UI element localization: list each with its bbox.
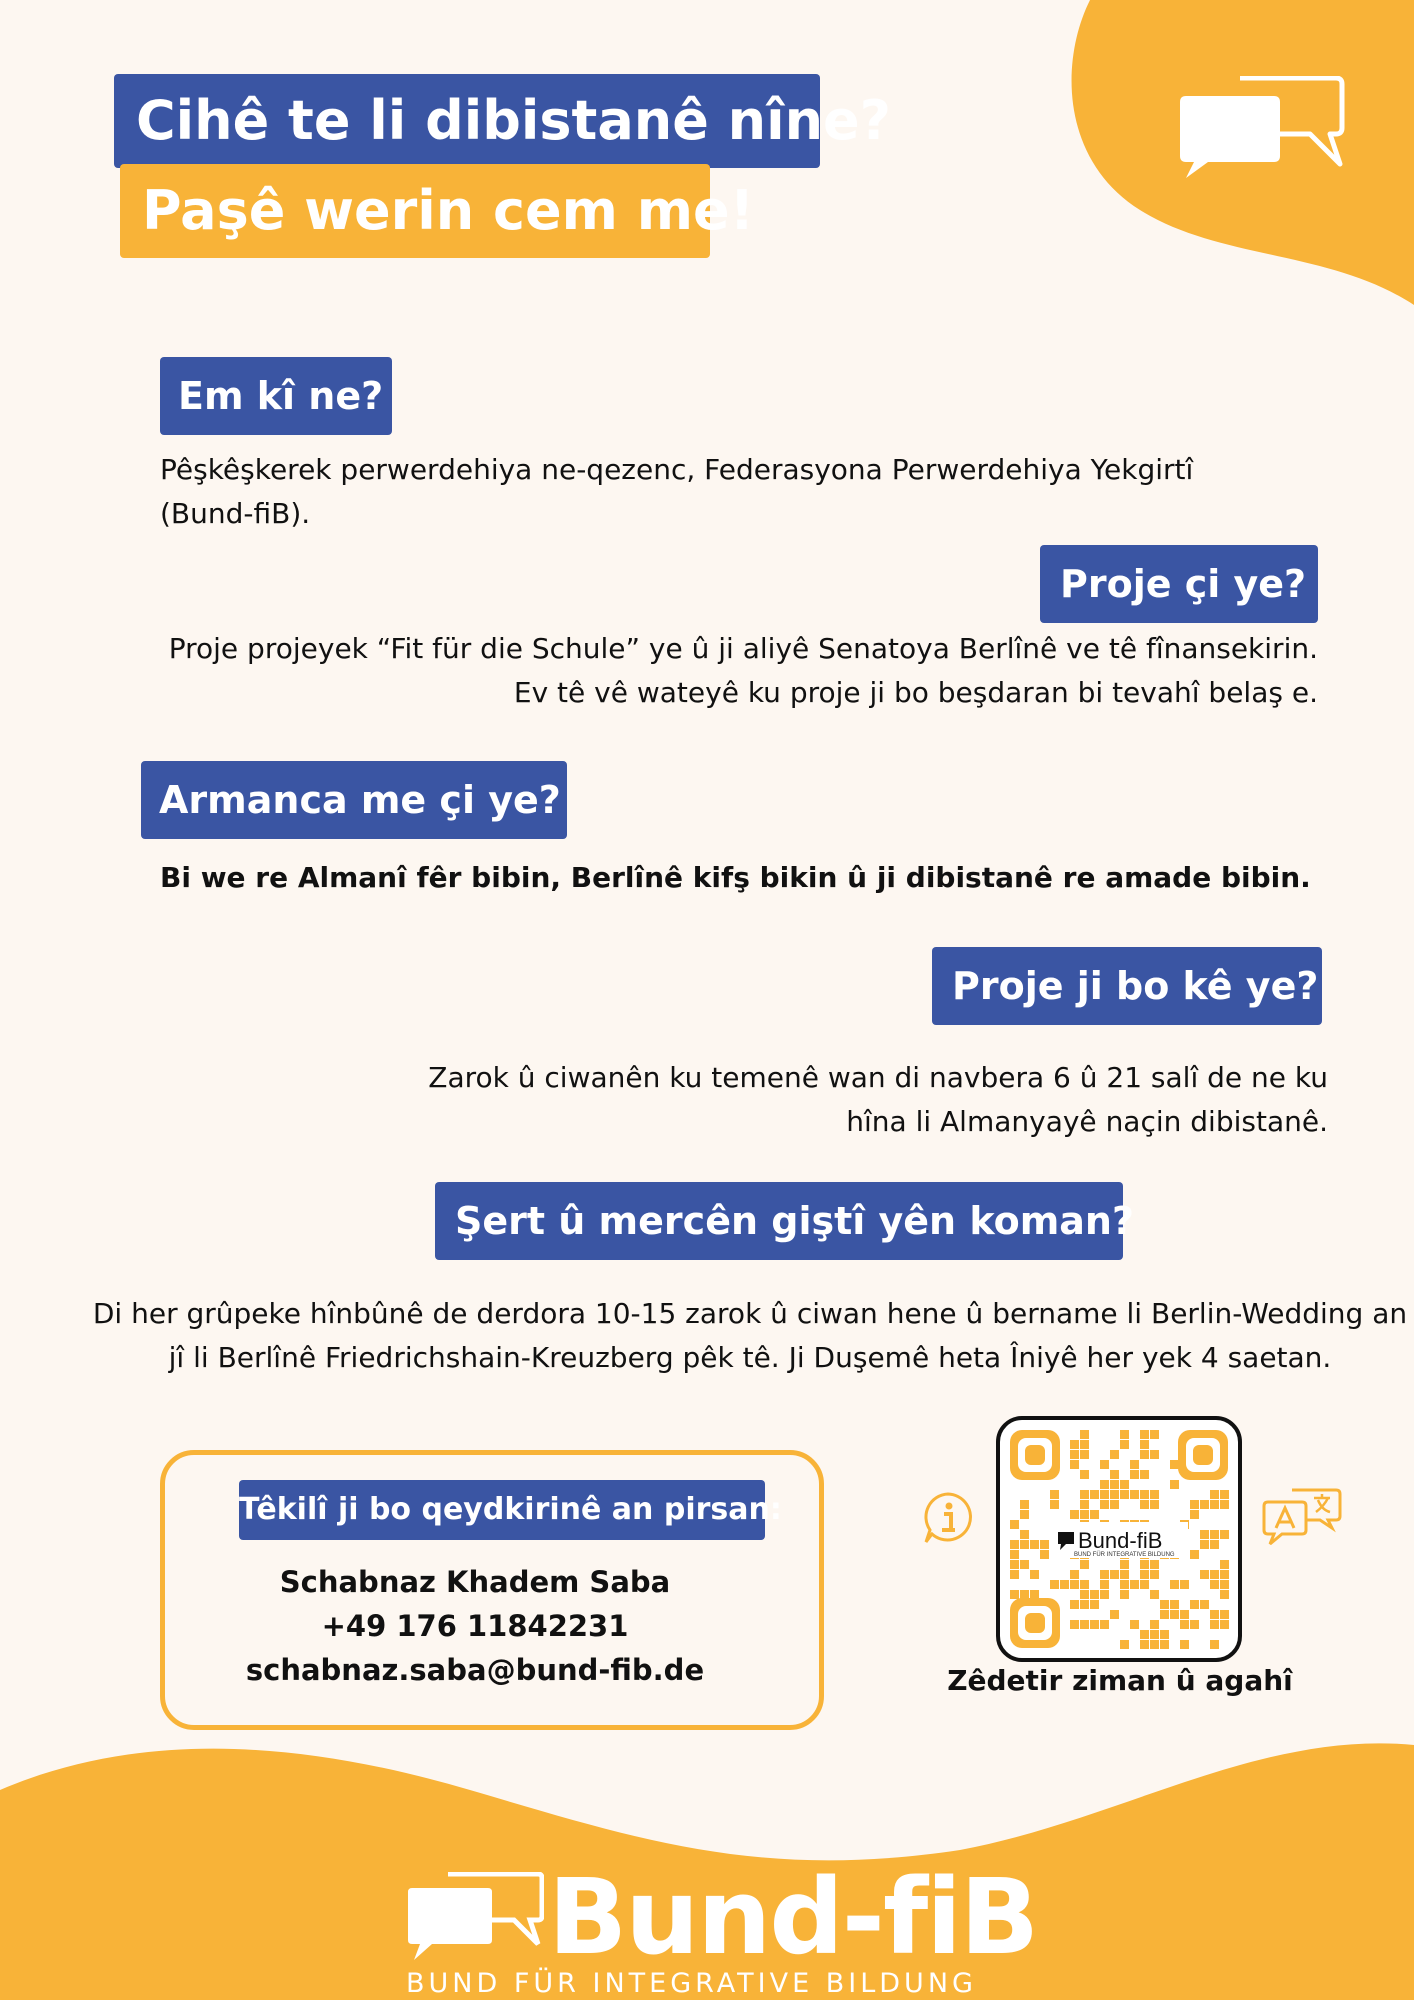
qr-module <box>1120 1490 1129 1499</box>
qr-module <box>1110 1480 1119 1489</box>
qr-module <box>1220 1530 1229 1539</box>
qr-module <box>1180 1610 1189 1619</box>
body-project: Proje projeyek “Fit für die Schule” ye û ji aliyê Senatoya Berlînê ve tê fînansekirin. Ev tê vê wateyê ku proje ji bo beşdaran bi tevahî belaş e. <box>168 632 1318 709</box>
qr-module <box>1130 1470 1139 1479</box>
qr-module <box>1140 1470 1149 1479</box>
qr-module <box>1200 1600 1209 1609</box>
qr-module <box>1210 1620 1219 1629</box>
contact-card <box>160 1450 824 1730</box>
qr-module <box>1100 1500 1109 1509</box>
qr-module <box>1080 1430 1089 1439</box>
qr-module <box>1010 1560 1019 1569</box>
qr-module <box>1120 1480 1129 1489</box>
qr-module <box>1110 1610 1119 1619</box>
qr-module <box>1070 1450 1079 1459</box>
qr-module <box>1010 1540 1019 1549</box>
qr-module <box>1080 1500 1089 1509</box>
qr-module <box>1220 1500 1229 1509</box>
qr-module <box>1110 1450 1119 1459</box>
qr-module <box>1120 1640 1129 1649</box>
qr-module <box>1140 1430 1149 1439</box>
speech-bubbles-icon <box>1176 76 1346 180</box>
qr-module <box>1120 1430 1129 1439</box>
heading-goal <box>141 761 567 839</box>
qr-module <box>1020 1560 1029 1569</box>
headline-question-text: Cihê te li dibistanê nîne? <box>136 89 891 152</box>
info-icon <box>920 1490 976 1546</box>
qr-module <box>1080 1560 1089 1569</box>
qr-logo-text: Bund-fiB <box>1078 1528 1163 1553</box>
qr-module <box>1210 1500 1219 1509</box>
qr-module <box>1100 1580 1109 1589</box>
qr-module <box>1090 1620 1099 1629</box>
qr-module <box>1070 1570 1079 1579</box>
qr-module <box>1220 1620 1229 1629</box>
qr-module <box>1140 1640 1149 1649</box>
qr-module <box>1010 1520 1019 1529</box>
qr-module <box>1210 1570 1219 1579</box>
qr-caption: Zêdetir ziman û agahî <box>947 1664 1293 1697</box>
footer-brand: Bund-fiB <box>548 1856 1038 1978</box>
qr-module <box>1150 1590 1159 1599</box>
qr-module <box>1220 1490 1229 1499</box>
qr-module <box>1090 1510 1099 1519</box>
body-goal: Bi we re Almanî fêr bibin, Berlînê kifş bikin û ji dibistanê re amade bibin. <box>160 861 1311 894</box>
qr-module <box>1030 1570 1039 1579</box>
qr-module <box>1210 1530 1219 1539</box>
headline-question <box>114 74 891 168</box>
qr-module <box>1220 1560 1229 1569</box>
qr-module <box>1170 1460 1179 1469</box>
qr-module <box>1180 1620 1189 1629</box>
qr-module <box>1100 1570 1109 1579</box>
qr-module <box>1190 1510 1199 1519</box>
qr-module <box>1130 1620 1139 1629</box>
qr-module <box>1140 1560 1149 1569</box>
qr-module <box>1170 1480 1179 1489</box>
heading-goal-text: Armanca me çi ye? <box>159 778 561 822</box>
qr-module <box>1180 1640 1189 1649</box>
footer-tagline: BUND FÜR INTEGRATIVE BILDUNG <box>406 1968 977 1999</box>
qr-module <box>1130 1580 1139 1589</box>
qr-module <box>1090 1600 1099 1609</box>
qr-module <box>1080 1490 1089 1499</box>
qr-module <box>1100 1460 1109 1469</box>
qr-module <box>1080 1580 1089 1589</box>
qr-module <box>1110 1500 1119 1509</box>
qr-module <box>1080 1450 1089 1459</box>
contact-phone[interactable]: +49 176 11842231 <box>321 1609 629 1643</box>
qr-module <box>1190 1620 1199 1629</box>
qr-module <box>1070 1510 1079 1519</box>
qr-module <box>1150 1450 1159 1459</box>
qr-module <box>1210 1490 1219 1499</box>
qr-module <box>1070 1460 1079 1469</box>
qr-module <box>1160 1610 1169 1619</box>
qr-module <box>1030 1590 1039 1599</box>
qr-module <box>1050 1580 1059 1589</box>
qr-module <box>1070 1580 1079 1589</box>
qr-module <box>1150 1500 1159 1509</box>
qr-module <box>1150 1620 1159 1629</box>
qr-module <box>1210 1540 1219 1549</box>
qr-module <box>1080 1620 1089 1629</box>
qr-module <box>1020 1510 1029 1519</box>
body-conditions: Di her grûpeke hînbûnê de derdora 10-15 zarok û ciwan hene û bername li Berlin-Wedding an jî li Berlînê Friedrichshain-Kreuzberg pêk tê. Ji Duşemê heta Îniyê her yek 4 saetan. <box>92 1297 1408 1374</box>
headline-invite-text: Paşê werin cem me! <box>142 179 755 242</box>
heading-who-text: Em kî ne? <box>178 374 384 418</box>
contact-heading <box>239 1480 782 1540</box>
qr-module <box>1220 1590 1229 1599</box>
qr-module <box>1140 1490 1149 1499</box>
heading-audience <box>932 947 1322 1025</box>
qr-module <box>1110 1570 1119 1579</box>
qr-module <box>1150 1630 1159 1639</box>
qr-module <box>1150 1430 1159 1439</box>
heading-conditions-text: Şert û mercên giştî yên koman? <box>455 1199 1135 1243</box>
body-audience: Zarok û ciwanên ku temenê wan di navbera 6 û 21 salî de ne ku hîna li Almanyayê naçin dibistanê. <box>428 1061 1328 1138</box>
qr-module <box>1020 1500 1029 1509</box>
qr-module <box>1200 1500 1209 1509</box>
qr-module <box>1020 1590 1029 1599</box>
qr-module <box>1110 1490 1119 1499</box>
qr-module <box>1210 1580 1219 1589</box>
qr-module <box>1220 1570 1229 1579</box>
qr-module <box>1190 1600 1199 1609</box>
qr-module <box>1150 1640 1159 1649</box>
qr-module <box>1040 1540 1049 1549</box>
qr-module <box>1080 1470 1089 1479</box>
qr-module <box>1080 1440 1089 1449</box>
contact-details <box>165 1560 785 1692</box>
qr-module <box>1150 1490 1159 1499</box>
qr-module <box>1200 1530 1209 1539</box>
qr-module <box>1140 1440 1149 1449</box>
heading-audience-text: Proje ji bo kê ye? <box>952 964 1319 1008</box>
qr-module <box>1140 1450 1149 1459</box>
qr-module <box>1130 1460 1139 1469</box>
qr-code-frame[interactable] <box>996 1416 1242 1662</box>
body-who: Pêşkêşkerek perwerdehiya ne-qezenc, Federasyona Perwerdehiya Yekgirtî (Bund-fiB). <box>160 453 1194 530</box>
qr-module <box>1190 1500 1199 1509</box>
qr-module <box>1210 1640 1219 1649</box>
qr-module <box>1140 1630 1149 1639</box>
qr-module <box>1050 1490 1059 1499</box>
qr-module <box>1120 1440 1129 1449</box>
qr-module <box>1100 1590 1109 1599</box>
heading-project-text: Proje çi ye? <box>1060 562 1307 606</box>
qr-module <box>1170 1600 1179 1609</box>
qr-module <box>1070 1620 1079 1629</box>
contact-email[interactable]: schabnaz.saba@bund-fib.de <box>245 1653 705 1687</box>
qr-module <box>1200 1570 1209 1579</box>
qr-module <box>1140 1570 1149 1579</box>
qr-module <box>1120 1570 1129 1579</box>
qr-module <box>1140 1580 1149 1589</box>
qr-module <box>1160 1630 1169 1639</box>
qr-module <box>1090 1590 1099 1599</box>
qr-module <box>1130 1490 1139 1499</box>
qr-module <box>1190 1550 1199 1559</box>
qr-module <box>1020 1540 1029 1549</box>
qr-module <box>1110 1470 1119 1479</box>
qr-module <box>1070 1600 1079 1609</box>
qr-module <box>1080 1600 1089 1609</box>
qr-code <box>1008 1428 1230 1650</box>
heading-project <box>1040 545 1318 623</box>
translate-icon <box>1262 1488 1342 1548</box>
logo-bubbles-icon <box>404 1872 544 1962</box>
qr-module <box>1010 1550 1019 1559</box>
heading-conditions <box>435 1182 1135 1260</box>
qr-module <box>1090 1490 1099 1499</box>
qr-module <box>1150 1560 1159 1569</box>
heading-who <box>160 357 392 435</box>
qr-module <box>1070 1440 1079 1449</box>
qr-module <box>1210 1610 1219 1619</box>
qr-module <box>1010 1570 1019 1579</box>
qr-module <box>1150 1570 1159 1579</box>
qr-module <box>1100 1480 1109 1489</box>
qr-module <box>1120 1560 1129 1569</box>
qr-module <box>1060 1580 1069 1589</box>
qr-module <box>1220 1610 1229 1619</box>
qr-module <box>1080 1590 1089 1599</box>
contact-heading-text: Têkilî ji bo qeydkirinê an pirsan: <box>239 1492 782 1527</box>
qr-module <box>1160 1640 1169 1649</box>
qr-module <box>1140 1500 1149 1509</box>
qr-module <box>1160 1600 1169 1609</box>
qr-module <box>1100 1490 1109 1499</box>
qr-module <box>1020 1530 1029 1539</box>
qr-logo-sub: BUND FÜR INTEGRATIVE BILDUNG <box>1074 1552 1175 1558</box>
qr-module <box>1180 1580 1189 1589</box>
headline-invite <box>120 164 755 258</box>
qr-module <box>1040 1550 1049 1559</box>
qr-module <box>1120 1580 1129 1589</box>
qr-module <box>1010 1590 1019 1599</box>
qr-module <box>1050 1500 1059 1509</box>
qr-module <box>1120 1590 1129 1599</box>
qr-module <box>1200 1540 1209 1549</box>
qr-module <box>1170 1610 1179 1619</box>
qr-module <box>1220 1580 1229 1589</box>
qr-module <box>1170 1580 1179 1589</box>
qr-module <box>1030 1540 1039 1549</box>
qr-module <box>1100 1620 1109 1629</box>
contact-name: Schabnaz Khadem Saba <box>279 1565 671 1599</box>
qr-module <box>1080 1510 1089 1519</box>
